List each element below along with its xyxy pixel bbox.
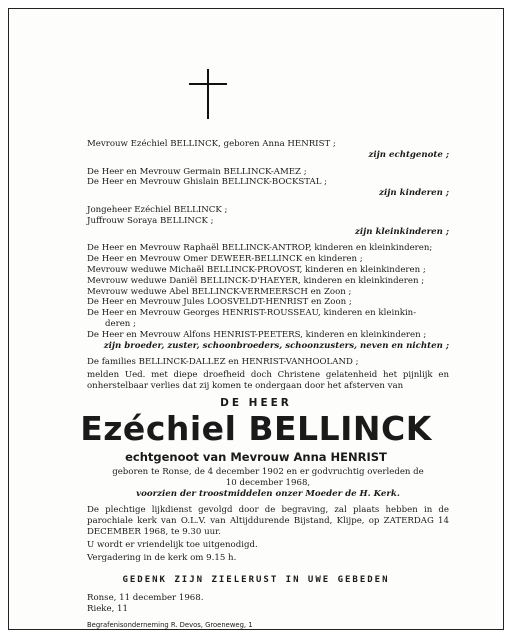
announcement-text: melden Ued. met diepe droefheid doch Christene gelatenheid het pijnlijk en onherstelbaar verlies dat zij komen te ondergaan door het afsterven van bbox=[87, 370, 449, 391]
sacraments-text: voorzien der troostmiddelen onzer Moeder de H. Kerk. bbox=[136, 488, 400, 499]
sender-block bbox=[87, 593, 203, 615]
gathering-text: Vergadering in de kerk om 9.15 h. bbox=[87, 552, 237, 563]
relation-label: zijn broeder, zuster, schoonbroeders, schoonzusters, neven en nichten ; bbox=[103, 340, 449, 351]
cross-icon bbox=[189, 69, 227, 119]
family-line: Mevrouw weduwe Michaël BELLINCK-PROVOST, kinderen en kleinkinderen ; bbox=[87, 264, 426, 275]
relation-label: zijn kleinkinderen ; bbox=[354, 226, 449, 237]
family-line: De Heer en Mevrouw Raphaël BELLINCK-ANTROP, kinderen en kleinkinderen; bbox=[87, 243, 433, 254]
spouse-line: echtgenoot van Mevrouw Anna HENRIST bbox=[125, 450, 387, 464]
family-line: Juffrouw Soraya BELLINCK ; bbox=[87, 215, 214, 226]
motto-text: GEDENK ZIJN ZIELERUST IN UWE GEBEDEN bbox=[122, 575, 390, 585]
family-line: De Heer en Mevrouw Germain BELLINCK-AMEZ ; bbox=[87, 166, 307, 177]
undertaker-text: Begrafenisonderneming R. Devos, Groeneweg, 1 bbox=[87, 621, 253, 629]
family-line: De Heer en Mevrouw Georges HENRIST-ROUSSEAU, kinderen en kleinkin- bbox=[87, 308, 417, 319]
relation-label: zijn echtgenote ; bbox=[368, 149, 449, 160]
family-line: De Heer en Mevrouw Ghislain BELLINCK-BOCKSTAL ; bbox=[87, 177, 328, 188]
family-line: Mevrouw weduwe Daniël BELLINCK-D'HAEYER, kinderen en kleinkinderen ; bbox=[87, 275, 425, 286]
family-line: De Heer en Mevrouw Jules LOOSVELDT-HENRIST en Zoon ; bbox=[87, 297, 352, 308]
family-line: De families BELLINCK-DALLEZ en HENRIST-VANHOOLAND ; bbox=[87, 357, 359, 368]
invite-text: U wordt er vriendelijk toe uitgenodigd. bbox=[87, 539, 258, 550]
family-line: Mevrouw Ezéchiel BELLINCK, geboren Anna HENRIST ; bbox=[87, 139, 336, 149]
family-list bbox=[87, 139, 449, 392]
family-line: Mevrouw weduwe Abel BELLINCK-VERMEERSCH en Zoon ; bbox=[87, 286, 352, 297]
family-line: De Heer en Mevrouw Omer DEWEER-BELLINCK en kinderen ; bbox=[87, 254, 363, 265]
deceased-name: Ezéchiel BELLINCK bbox=[80, 409, 432, 448]
relation-label: zijn kinderen ; bbox=[379, 188, 449, 199]
place-date: Ronse, 11 december 1968. bbox=[87, 593, 204, 603]
details-block bbox=[87, 467, 449, 563]
title-prefix: DE HEER bbox=[220, 397, 292, 409]
family-line: Jongeheer Ezéchiel BELLINCK ; bbox=[87, 204, 228, 215]
obituary-card bbox=[8, 8, 504, 630]
birth-death-text: geboren te Ronse, de 4 december 1902 en er godvruchtig overleden de 10 december 1968, bbox=[112, 467, 424, 488]
family-line: deren ; bbox=[105, 318, 136, 329]
family-line: De Heer en Mevrouw Alfons HENRIST-PEETERS, kinderen en kleinkinderen ; bbox=[87, 329, 427, 340]
funeral-text: De plechtige lijkdienst gevolgd door de begraving, zal plaats hebben in de parochiale kerk van O.L.V. van Altijddurende Bijstand, Klijpe, op ZATERDAG 14 DECEMBER 1968, te 9.30 uur. bbox=[87, 505, 449, 537]
sender-address: Rieke, 11 bbox=[87, 604, 128, 614]
